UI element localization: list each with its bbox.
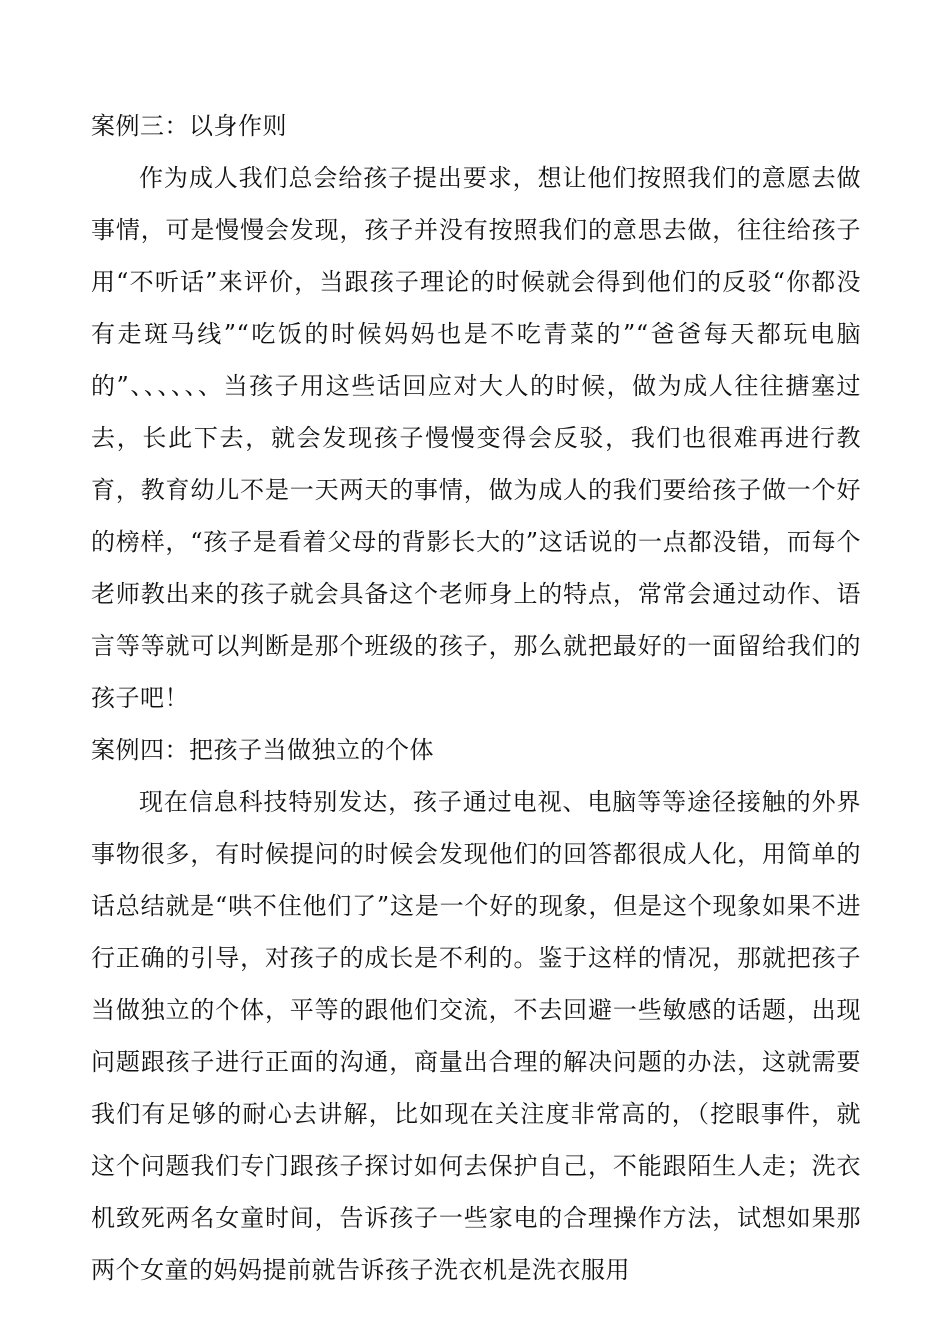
section-paragraph-case-three: 作为成人我们总会给孩子提出要求，想让他们按照我们的意愿去做事情，可是慢慢会发现，孩子并没有按照我们的意思去做，往往给孩子用“不听话”来评价，当跟孩子理论的时候就会得到他们的反驳“你都没有走斑马线”“吃饭的时候妈妈也是不吃青菜的”“爸爸每天都玩电脑的”、、、、、、当孩子用这些话回应对大人的时候，做为成人往往搪塞过去，长此下去，就会发现孩子慢慢变得会反驳，我们也很难再进行教育，教育幼儿不是一天两天的事情，做为成人的我们要给孩子做一个好的榜样，“孩子是看着父母的背影长大的”这话说的一点都没错，而每个老师教出来的孩子就会具备这个老师身上的特点，常常会通过动作、语言等等就可以判断是那个班级的孩子，那么就把最好的一面留给我们的孩子吧！ (91, 164, 861, 712)
section-heading-case-four: 案例四：把孩子当做独立的个体 (91, 736, 434, 764)
section-heading-case-three: 案例三：以身作则 (91, 112, 287, 140)
section-paragraph-case-four: 现在信息科技特别发达，孩子通过电视、电脑等等途径接触的外界事物很多，有时候提问的时候会发现他们的回答都很成人化，用简单的话总结就是“哄不住他们了”这是一个好的现象，但是这个现象如果不进行正确的引导，对孩子的成长是不利的。鉴于这样的情况，那就把孩子当做独立的个体，平等的跟他们交流，不去回避一些敏感的话题，出现问题跟孩子进行正面的沟通，商量出合理的解决问题的办法，这就需要我们有足够的耐心去讲解，比如现在关注度非常高的，（挖眼事件，就这个问题我们专门跟孩子探讨如何去保护自己，不能跟陌生人走；洗衣机致死两名女童时间，告诉孩子一些家电的合理操作方法，试想如果那两个女童的妈妈提前就告诉孩子洗衣机是洗衣服用 (91, 788, 861, 1284)
document-body (91, 100, 861, 1296)
